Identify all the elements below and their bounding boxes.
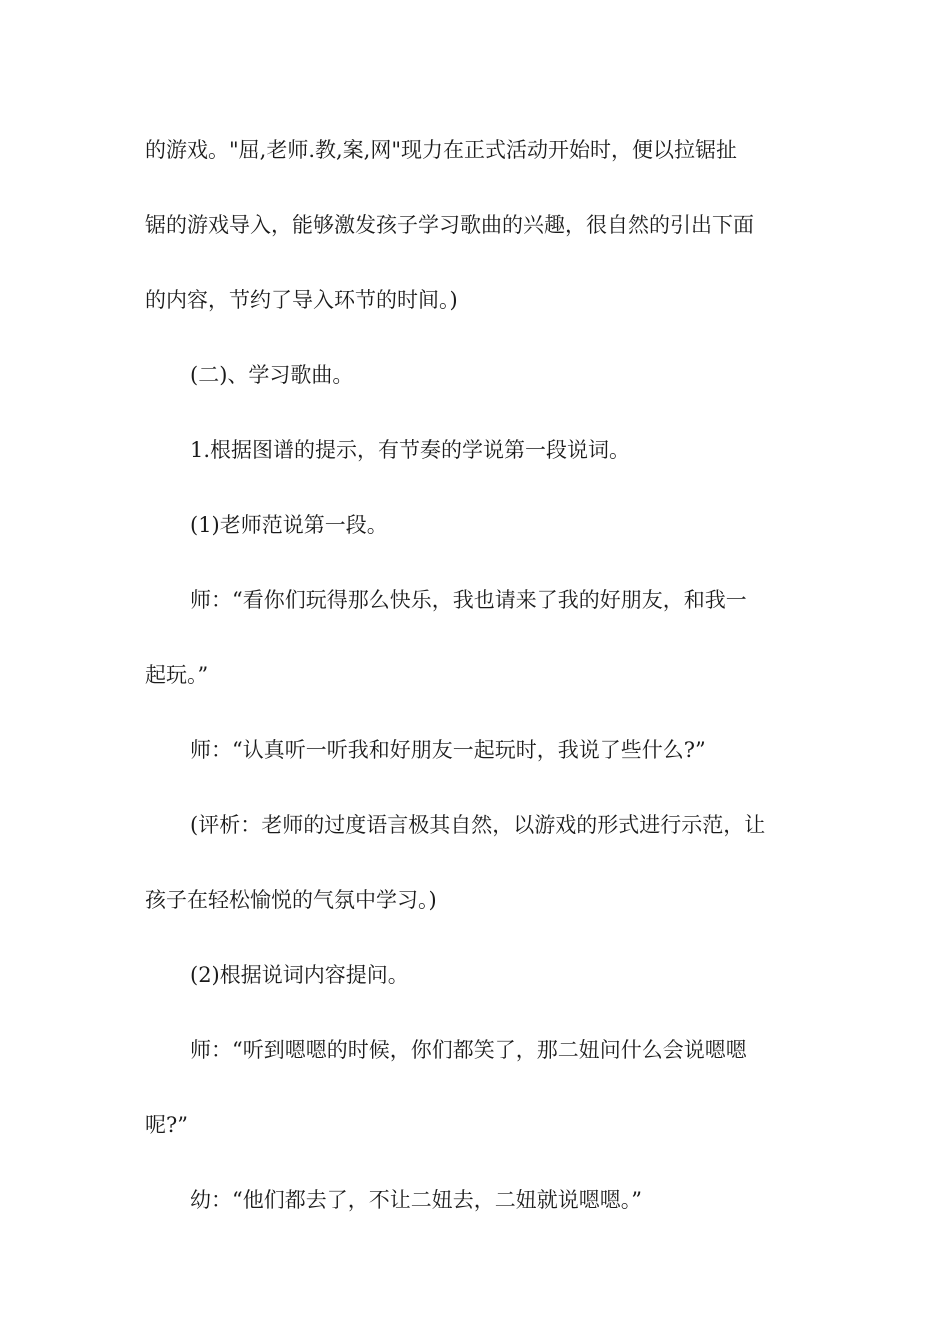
dialogue-line-1: 师：“看你们玩得那么快乐，我也请来了我的好朋友，和我一 bbox=[190, 588, 747, 612]
dialogue-line-2: 师：“认真听一听我和好朋友一起玩时，我说了些什么?” bbox=[190, 738, 706, 762]
text-line-3: 的内容，节约了导入环节的时间。) bbox=[145, 288, 458, 312]
dialogue-line-3: 师：“听到嗯嗯的时候，你们都笑了，那二妞问什么会说嗯嗯 bbox=[190, 1038, 747, 1062]
text-line-2: 锯的游戏导入，能够激发孩子学习歌曲的兴趣，很自然的引出下面 bbox=[145, 213, 754, 237]
text-line-1: 的游戏。"屈,老师.教,案,网"现力在正式活动开始时，便以拉锯扯 bbox=[145, 138, 738, 162]
commentary-line: (评析：老师的过度语言极其自然，以游戏的形式进行示范，让 bbox=[190, 813, 766, 837]
commentary-line-cont: 孩子在轻松愉悦的气氛中学习。) bbox=[145, 888, 437, 912]
step-heading: 1.根据图谱的提示，有节奏的学说第一段说词。 bbox=[190, 438, 631, 462]
dialogue-line-3-cont: 呢?” bbox=[145, 1113, 188, 1137]
substep-heading-2: (2)根据说词内容提问。 bbox=[190, 963, 409, 987]
section-heading: (二)、学习歌曲。 bbox=[190, 363, 354, 387]
child-response-line: 幼：“他们都去了，不让二妞去，二妞就说嗯嗯。” bbox=[190, 1188, 642, 1212]
dialogue-line-1-cont: 起玩。” bbox=[145, 663, 209, 687]
substep-heading-1: (1)老师范说第一段。 bbox=[190, 513, 388, 537]
